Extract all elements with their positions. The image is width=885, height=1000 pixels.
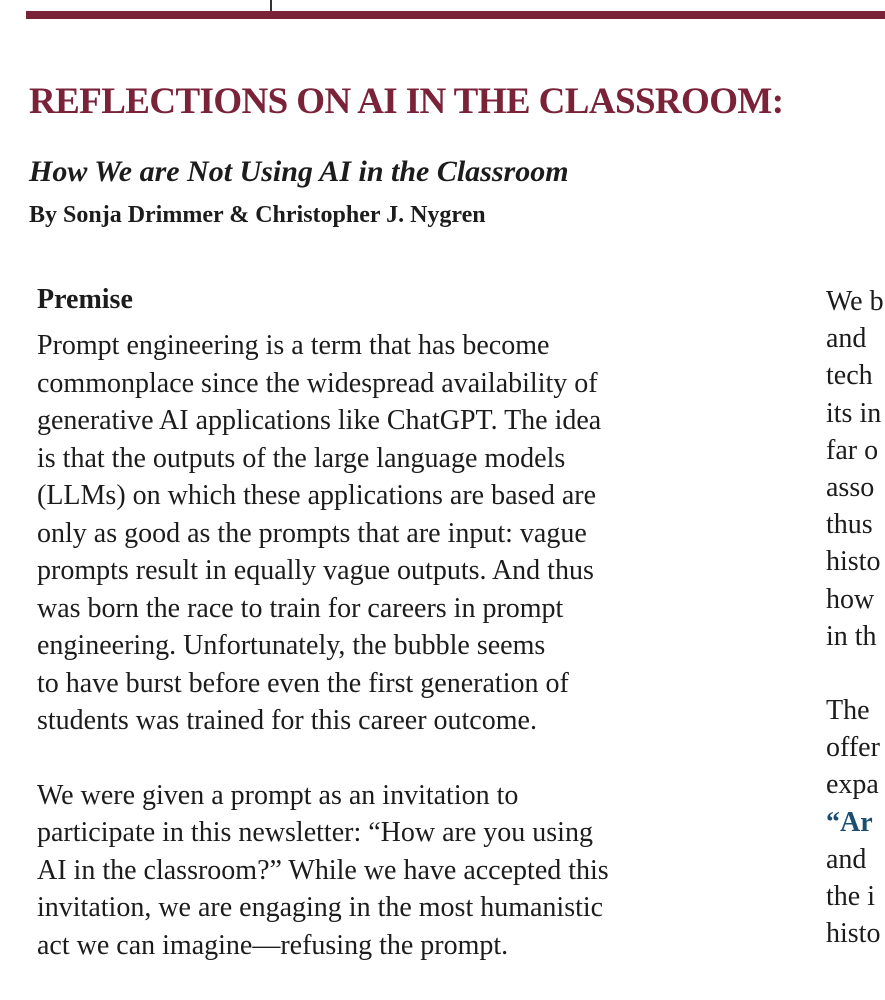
text-line: engineering. Unfortunately, the bubble seems [37,630,546,661]
text-line: participate in this newsletter: “How are you using [37,817,593,848]
article-byline: By Sonja Drimmer & Christopher J. Nygren [29,202,486,228]
text-line: prompts result in equally vague outputs. And thus [37,555,594,586]
main-column [37,283,767,964]
text-line: and [826,843,867,875]
text-line: in th [826,620,877,652]
text-line: histo [826,546,881,578]
text-line: act we can imagine—refusing the prompt. [37,929,509,961]
text-line: invitation, we are engaging in the most humanistic [37,892,604,923]
text-line: was born the race to train for careers in prompt [37,592,564,624]
section-heading-premise: Premise [37,284,133,315]
text-line: commonplace since the widespread availability of [37,367,598,399]
text-line: far o [826,434,879,466]
text-line: and [826,323,867,355]
paragraph-2 [37,777,767,965]
text-line: generative AI applications like ChatGPT. The idea [37,405,602,436]
text-line: how [826,583,875,615]
text-line: histo [826,918,881,950]
text-line: asso [826,472,875,504]
text-line: to have burst before even the first generation of [37,667,569,699]
text-line: We were given a prompt as an invitation to [37,779,519,811]
link-text[interactable]: “Ar [826,806,873,838]
article-headline: REFLECTIONS ON AI IN THE CLASSROOM: [29,81,784,122]
text-line: is that the outputs of the large language models [37,442,566,474]
text-line: only as good as the prompts that are input: vague [37,517,587,549]
text-line: (LLMs) on which these applications are based are [37,480,597,511]
top-rule [26,11,885,19]
paragraph-spacer [826,655,885,692]
text-line: The [826,695,870,727]
text-line: Prompt engineering is a term that has become [37,330,550,361]
text-line: thus [826,509,873,541]
text-line: offer [826,732,880,764]
paragraph-1 [37,327,767,740]
right-column-clipped [826,283,885,952]
text-line: expa [826,769,879,801]
text-line: tech [826,360,873,392]
text-line: the i [826,881,875,913]
top-tick-mark [270,0,272,11]
paragraph-spacer [37,740,767,777]
article-subtitle: How We are Not Using AI in the Classroom [29,155,569,188]
text-line: its in [826,397,882,429]
text-line: We b [826,286,884,317]
text-line: students was trained for this career outcome. [37,705,537,736]
text-line: AI in the classroom?” While we have accepted this [37,854,609,886]
